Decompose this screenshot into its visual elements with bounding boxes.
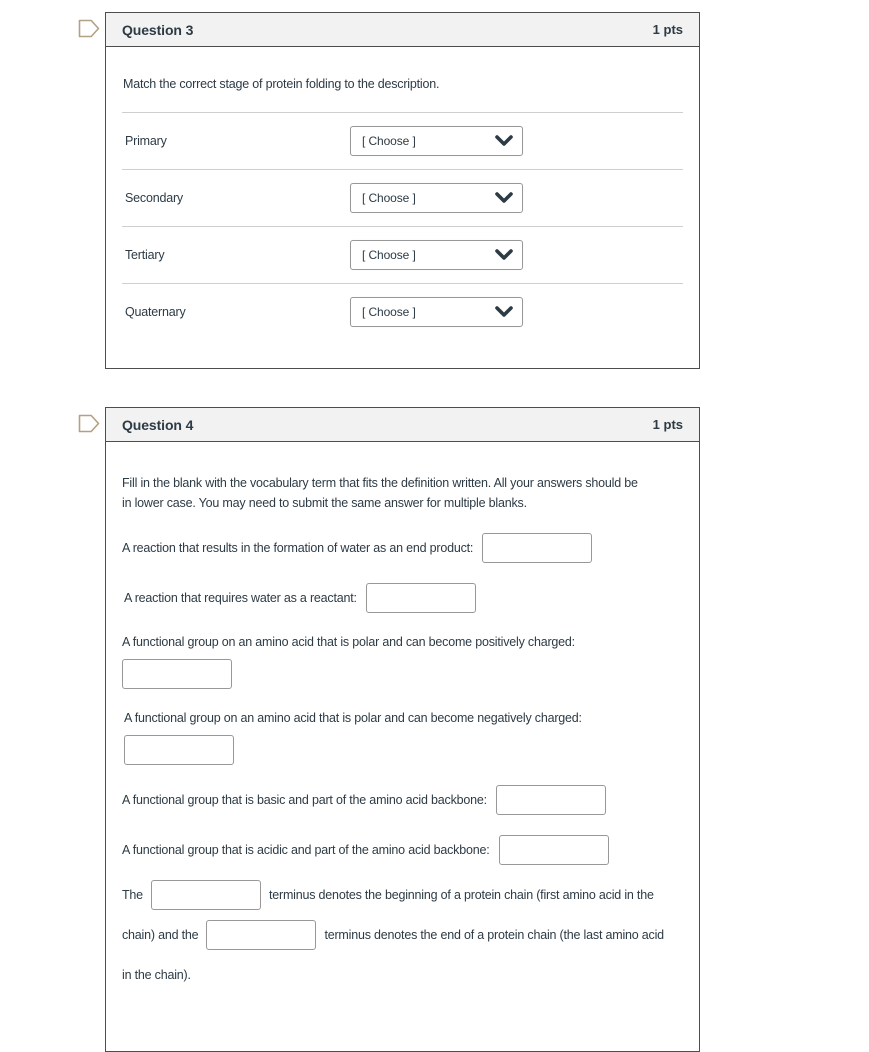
- bookmark-question-icon[interactable]: [78, 19, 100, 38]
- blank-label: A reaction that results in the formation of water as an end product:: [122, 541, 474, 555]
- blank-input-n-terminus[interactable]: [151, 880, 261, 910]
- terminus-text: terminus denotes the end of a protein chain (the last amino acid: [324, 928, 664, 942]
- question-3-card: [105, 12, 700, 369]
- blank-label: A reaction that requires water as a reactant:: [124, 591, 357, 605]
- blank-input-c-terminus[interactable]: [206, 920, 316, 950]
- terminus-line-end: [122, 915, 683, 955]
- terminus-text: in the chain).: [122, 968, 191, 982]
- terminus-line-begin: [122, 875, 683, 915]
- question-prompt: [122, 474, 683, 513]
- question-title: Question 3: [122, 21, 194, 38]
- terminus-text: chain) and the: [122, 928, 199, 942]
- terminus-line-closing: [122, 955, 683, 995]
- blank-input-acidic-backbone[interactable]: [499, 835, 609, 865]
- question-header: [106, 13, 699, 47]
- blank-row-negative-group: [122, 710, 683, 765]
- blank-row-hydrolysis: [122, 583, 683, 613]
- question-4-card: [105, 407, 700, 1052]
- prompt-line: Fill in the blank with the vocabulary term that fits the definition written. All your answers should be: [122, 476, 638, 490]
- blank-input-dehydration[interactable]: [482, 533, 592, 563]
- terminus-text: terminus denotes the beginning of a protein chain (first amino acid in the: [268, 888, 654, 902]
- secondary-select[interactable]: [350, 183, 523, 213]
- chevron-down-icon: [495, 192, 513, 204]
- chevron-down-icon: [495, 249, 513, 261]
- blank-row-positive-group: [122, 634, 683, 689]
- match-label: Secondary: [125, 191, 183, 205]
- select-value: [ Choose ]: [362, 305, 416, 319]
- blank-input-positive-group[interactable]: [122, 659, 232, 689]
- select-value: [ Choose ]: [362, 191, 416, 205]
- blank-label: A functional group on an amino acid that is polar and can become positively charged:: [122, 635, 575, 649]
- blank-input-basic-backbone[interactable]: [496, 785, 606, 815]
- select-value: [ Choose ]: [362, 134, 416, 148]
- terminus-text: The: [122, 888, 143, 902]
- blank-label: A functional group that is acidic and part of the amino acid backbone:: [122, 843, 490, 857]
- match-row-tertiary: [122, 226, 683, 283]
- blank-label: A functional group on an amino acid that is polar and can become negatively charged:: [124, 711, 582, 725]
- terminus-paragraph: [122, 875, 683, 995]
- prompt-line: in lower case. You may need to submit the same answer for multiple blanks.: [122, 495, 527, 510]
- question-points: 1 pts: [652, 417, 683, 432]
- blank-row-basic-backbone: [122, 785, 683, 815]
- question-header: [106, 408, 699, 442]
- select-value: [ Choose ]: [362, 248, 416, 262]
- match-row-primary: [122, 112, 683, 169]
- match-label: Quaternary: [125, 305, 186, 319]
- primary-select[interactable]: [350, 126, 523, 156]
- match-label: Tertiary: [125, 248, 165, 262]
- blank-input-hydrolysis[interactable]: [366, 583, 476, 613]
- question-title: Question 4: [122, 416, 194, 433]
- quaternary-select[interactable]: [350, 297, 523, 327]
- match-row-secondary: [122, 169, 683, 226]
- matching-table: [122, 112, 683, 340]
- tertiary-select[interactable]: [350, 240, 523, 270]
- match-label: Primary: [125, 134, 167, 148]
- blank-row-acidic-backbone: [122, 835, 683, 865]
- blank-label: A functional group that is basic and part of the amino acid backbone:: [122, 793, 487, 807]
- chevron-down-icon: [495, 135, 513, 147]
- blank-row-dehydration: [122, 533, 683, 563]
- chevron-down-icon: [495, 306, 513, 318]
- question-points: 1 pts: [652, 22, 683, 37]
- bookmark-question-icon[interactable]: [78, 414, 100, 433]
- blank-input-negative-group[interactable]: [124, 735, 234, 765]
- question-prompt: Match the correct stage of protein folding to the description.: [123, 77, 440, 91]
- match-row-quaternary: [122, 283, 683, 340]
